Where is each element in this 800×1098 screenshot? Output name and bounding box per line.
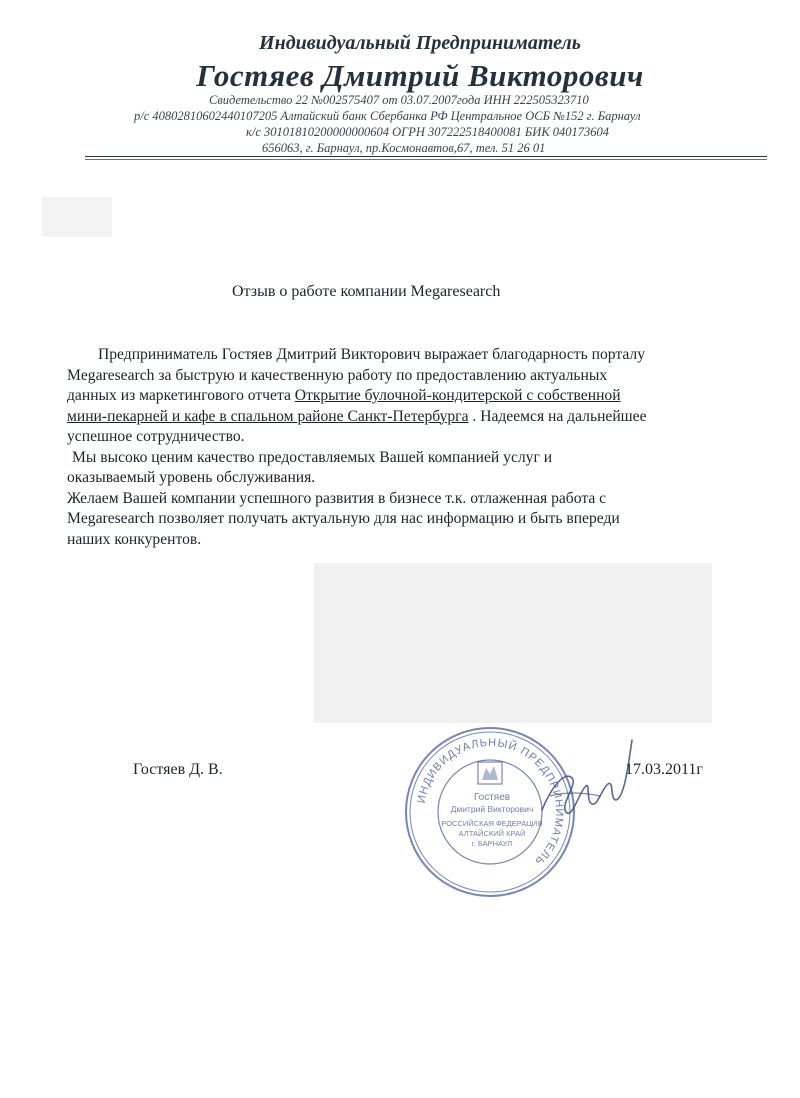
letterhead-name: Гостяев Дмитрий Викторович <box>196 58 644 93</box>
body-line: Megaresearch за быструю и качественную работу по предоставлению актуальных <box>67 366 608 384</box>
letter-date: 17.03.2011г <box>625 761 703 778</box>
signatory-name: Гостяев Д. В. <box>133 761 223 778</box>
body-line: Желаем Вашей компании успешного развития в бизнесе т.к. отлаженная работа с <box>67 489 607 507</box>
body-line: Мы высоко ценим качество предоставляемых Вашей компанией услуг и <box>72 448 553 466</box>
body-line: наших конкурентов. <box>67 530 202 548</box>
stamp-country: РОССИЙСКАЯ ФЕДЕРАЦИЯ <box>441 819 543 828</box>
body-line: успешное сотрудничество. <box>67 428 245 445</box>
stamp-first-name: Дмитрий Викторович <box>450 804 534 814</box>
stamp-region: АЛТАЙСКИЙ КРАЙ <box>458 829 526 838</box>
letter-heading: Отзыв о работе компании Megaresearch <box>232 283 501 300</box>
body-text-segment: данных из маркетингового отчета <box>67 387 295 404</box>
report-link[interactable]: Открытие булочной-кондитерской с собственной <box>294 387 621 404</box>
body-line <box>67 407 792 428</box>
body-line: оказываемый уровень обслуживания. <box>67 469 316 486</box>
body-text-segment: . Надеемся на дальнейшее <box>468 407 647 425</box>
letterhead-address-line: 656063, г. Барнаул, пр.Космонавтов,67, тел. 51 26 01 <box>262 141 546 155</box>
letterhead-certificate-line: Свидетельство 22 №002575407 от 03.07.2007года ИНН 222505323710 <box>209 93 589 107</box>
redacted-area-small <box>42 197 112 237</box>
body-line: Megaresearch позволяет получать актуальную для нас информацию и быть впереди <box>67 510 620 527</box>
stamp-ring-text: ИНДИВИДУАЛЬНЫЙ ПРЕДПРИНИМАТЕЛЬ <box>415 736 566 868</box>
letterhead-bank-account-line: р/с 40802810602440107205 Алтайский банк Сбербанка РФ Центральное ОСБ №152 г. Барнаул <box>134 109 641 123</box>
body-line <box>67 386 792 407</box>
redacted-area-large <box>314 563 712 723</box>
stamp-surname: Гостяев <box>473 792 511 803</box>
letterhead-divider <box>85 156 767 157</box>
letterhead-title: Индивидуальный Предприниматель <box>259 32 581 54</box>
letterhead-correspondent-line: к/с 30101810200000000604 ОГРН 307222518400081 БИК 040173604 <box>246 125 609 139</box>
letterhead-divider-thin <box>85 159 767 160</box>
handwritten-signature <box>520 730 650 840</box>
report-link-continued[interactable]: мини-пекарней и кафе в спальном районе Санкт-Петербурга <box>67 407 469 425</box>
letter-body <box>67 345 792 550</box>
body-line: Предприниматель Гостяев Дмитрий Викторович выражает благодарность порталу <box>98 346 646 363</box>
stamp-city: г. БАРНАУЛ <box>471 839 513 848</box>
coat-of-arms-icon <box>478 762 502 784</box>
